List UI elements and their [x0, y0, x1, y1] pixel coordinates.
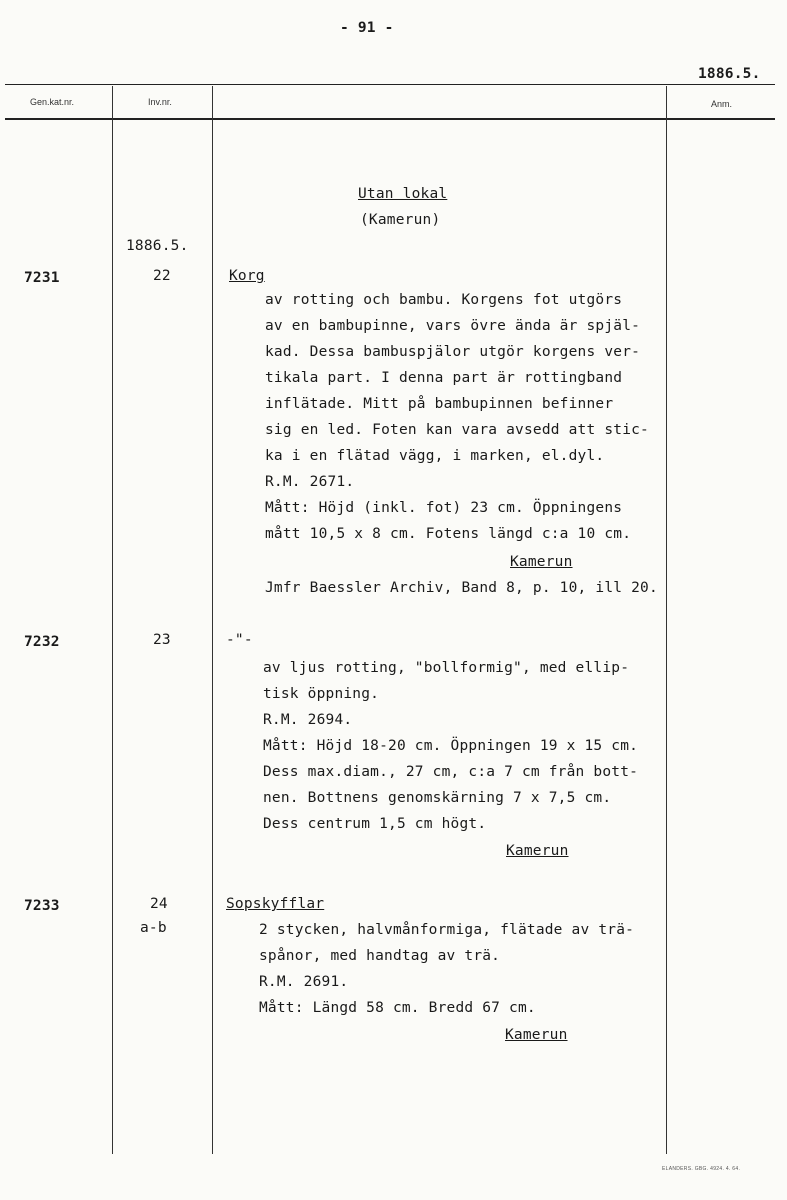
description-line: 2 stycken, halvmånformiga, flätade av trä-: [259, 922, 635, 938]
description-line: R.M. 2671.: [265, 474, 355, 490]
header-bottom-rule: [5, 118, 775, 120]
object-name: Korg: [229, 268, 265, 284]
inv-number: 24: [150, 896, 168, 912]
column-header-inv: Inv.nr.: [148, 97, 172, 107]
column-header-gen-kat: Gen.kat.nr.: [30, 97, 75, 107]
description-line: mått 10,5 x 8 cm. Fotens längd c:a 10 cm.: [265, 526, 632, 542]
description-line: Dess max.diam., 27 cm, c:a 7 cm från bott-: [263, 764, 639, 780]
object-name: Sopskyfflar: [226, 896, 325, 912]
description-line: av en bambupinne, vars övre ända är spjäl-: [265, 318, 641, 334]
description-line: Mått: Höjd (inkl. fot) 23 cm. Öppningens: [265, 500, 623, 516]
printer-footer: ELANDERS. GBG. 4924. 4. 64.: [662, 1166, 741, 1172]
inv-sub-number: a-b: [140, 920, 167, 936]
gen-kat-number: 7231: [24, 270, 60, 286]
description-line: Mått: Längd 58 cm. Bredd 67 cm.: [259, 1000, 536, 1016]
inv-number: 22: [153, 268, 171, 284]
description-line: av rotting och bambu. Korgens fot utgörs: [265, 292, 623, 308]
header-top-rule: [5, 84, 775, 85]
column-header-anm: Anm.: [711, 99, 733, 109]
object-name: -"-: [226, 632, 253, 648]
description-line: nen. Bottnens genomskärning 7 x 7,5 cm.: [263, 790, 612, 806]
description-line: kad. Dessa bambuspjälor utgör korgens ver-: [265, 344, 641, 360]
inv-year: 1886.5.: [126, 238, 189, 254]
description-line: Mått: Höjd 18-20 cm. Öppningen 19 x 15 cm.: [263, 738, 639, 754]
description-line: spånor, med handtag av trä.: [259, 948, 501, 964]
gen-kat-number: 7233: [24, 898, 60, 914]
description-line: sig en led. Foten kan vara avsedd att stic-: [265, 422, 649, 438]
description-line: ka i en flätad vägg, i marken, el.dyl.: [265, 448, 605, 464]
description-line: Dess centrum 1,5 cm högt.: [263, 816, 487, 832]
year-header: 1886.5.: [698, 66, 761, 82]
inv-number: 23: [153, 632, 171, 648]
description-line: R.M. 2691.: [259, 974, 349, 990]
description-line: R.M. 2694.: [263, 712, 353, 728]
section-title: Utan lokal: [358, 186, 448, 202]
place-name: Kamerun: [506, 843, 569, 859]
column-rule-1: [112, 86, 113, 1154]
section-subtitle: (Kamerun): [360, 212, 441, 228]
description-line: av ljus rotting, "bollformig", med ellip-: [263, 660, 630, 676]
column-rule-3: [666, 86, 667, 1154]
page-number: - 91 -: [340, 20, 394, 36]
description-line: tikala part. I denna part är rottingband: [265, 370, 623, 386]
description-line: inflätade. Mitt på bambupinnen befinner: [265, 396, 614, 412]
place-name: Kamerun: [505, 1027, 568, 1043]
reference-line: Jmfr Baessler Archiv, Band 8, p. 10, ill 20.: [265, 580, 658, 596]
gen-kat-number: 7232: [24, 634, 60, 650]
column-rule-2: [212, 86, 213, 1154]
place-name: Kamerun: [510, 554, 573, 570]
description-line: tisk öppning.: [263, 686, 380, 702]
